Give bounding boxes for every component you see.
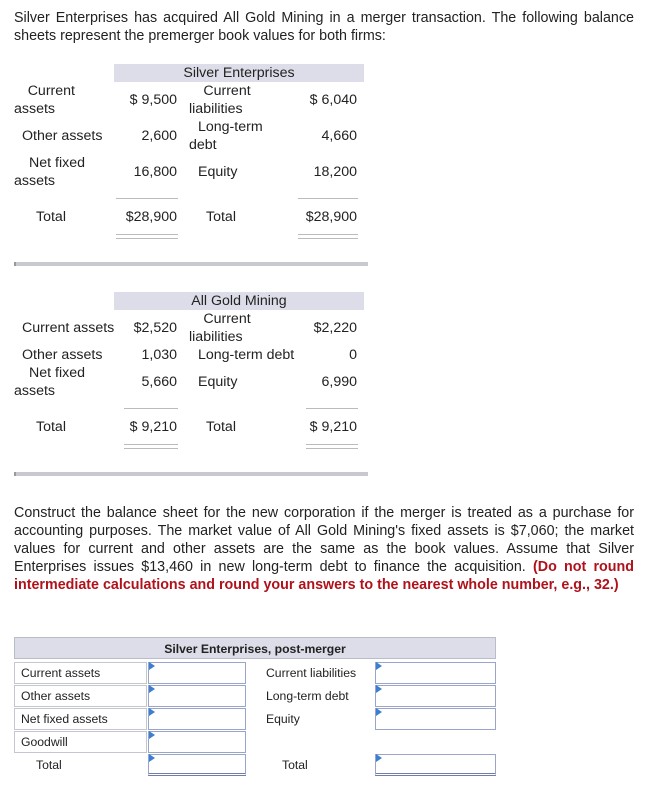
gold-right-double-underline	[306, 444, 358, 449]
silver-balance-sheet	[14, 64, 364, 244]
silver-equity-value: 18,200	[313, 164, 357, 180]
gold-balance-sheet	[14, 292, 364, 462]
current-assets-input[interactable]	[148, 662, 246, 684]
silver-right-underline	[298, 198, 358, 199]
silver-current-assets-label-2: assets	[14, 101, 56, 117]
gold-net-fixed-label-1: Net fixed	[29, 365, 85, 381]
gold-left-double-underline	[124, 444, 178, 449]
label-total-liabilities-equity: Total	[282, 758, 308, 772]
gold-long-term-debt-value: 0	[349, 347, 357, 363]
silver-current-assets-label-1: Current	[27, 83, 75, 99]
equity-input[interactable]	[375, 708, 496, 730]
gold-current-liabilities-label-2: liabilities	[189, 329, 243, 345]
total-assets-input[interactable]	[148, 754, 246, 776]
gold-other-assets-value: 1,030	[141, 347, 177, 363]
goodwill-input[interactable]	[148, 731, 246, 753]
silver-left-double-underline	[116, 234, 178, 239]
question-body: Construct the balance sheet for the new corporation if the merger is treated as a purchase for accounting purposes. The market value of All Gold Mining's fixed assets is $7,060; the market values for current and other assets are the same as the book values. Assume that Silver Enterprises issues $13,460 in new long-term debt to finance the acquisition.	[14, 505, 634, 575]
gold-left-underline	[124, 408, 178, 409]
silver-left-underline	[116, 198, 178, 199]
current-liabilities-input[interactable]	[375, 662, 496, 684]
answer-table-header	[14, 637, 496, 659]
silver-title: Silver Enterprises	[183, 65, 295, 81]
gold-current-assets-label: Current assets	[22, 320, 115, 336]
gold-total-label-left: Total	[36, 419, 66, 435]
other-assets-marker-icon	[149, 685, 155, 693]
silver-other-assets-label: Other assets	[22, 128, 103, 144]
net-fixed-assets-input[interactable]	[148, 708, 246, 730]
silver-current-assets-value: $ 9,500	[129, 92, 177, 108]
long-term-debt-marker-icon	[376, 685, 382, 693]
silver-total-label-right: Total	[206, 209, 236, 225]
silver-equity-label: Equity	[198, 164, 238, 180]
gold-other-assets-label: Other assets	[22, 347, 103, 363]
gold-long-term-debt-label: Long-term debt	[198, 347, 295, 363]
gold-net-fixed-label-2: assets	[14, 383, 56, 399]
silver-net-fixed-label-2: assets	[14, 173, 56, 189]
goodwill-marker-icon	[149, 731, 155, 739]
silver-long-term-debt-label-1: Long-term	[198, 119, 263, 135]
total-liabilities-equity-marker-icon	[376, 754, 382, 762]
total-liabilities-equity-input[interactable]	[375, 754, 496, 776]
gold-equity-value: 6,990	[321, 374, 357, 390]
silver-total-liabilities-equity: $28,900	[305, 209, 357, 225]
gold-equity-label: Equity	[198, 374, 238, 390]
gold-total-liabilities-equity: $ 9,210	[309, 419, 357, 435]
current-assets-marker-icon	[149, 662, 155, 670]
label-equity: Equity	[266, 712, 300, 726]
label-other-assets: Other assets	[14, 685, 147, 707]
section-separator-1	[14, 262, 368, 266]
intro-text: Silver Enterprises has acquired All Gold Mining in a merger transaction. The following balance sheets represent the premerger book values for both firms:	[14, 10, 634, 44]
gold-title: All Gold Mining	[191, 293, 287, 309]
total-assets-marker-icon	[149, 754, 155, 762]
silver-current-liabilities-value: $ 6,040	[309, 92, 357, 108]
equity-marker-icon	[376, 708, 382, 716]
net-fixed-assets-marker-icon	[149, 708, 155, 716]
question-text	[14, 504, 634, 594]
label-net-fixed-assets: Net fixed assets	[14, 708, 147, 730]
current-liabilities-marker-icon	[376, 662, 382, 670]
silver-other-assets-value: 2,600	[141, 128, 177, 144]
gold-total-assets: $ 9,210	[129, 419, 177, 435]
silver-long-term-debt-value: 4,660	[321, 128, 357, 144]
label-goodwill: Goodwill	[14, 731, 147, 753]
gold-current-liabilities-value: $2,220	[313, 320, 357, 336]
post-merger-answer-table	[14, 637, 496, 776]
silver-right-double-underline	[298, 234, 358, 239]
silver-long-term-debt-label-2: debt	[189, 137, 217, 153]
silver-current-liabilities-label-2: liabilities	[189, 101, 243, 117]
silver-current-liabilities-label-1: Current	[203, 83, 251, 99]
gold-total-label-right: Total	[206, 419, 236, 435]
answer-table-title: Silver Enterprises, post-merger	[164, 642, 346, 656]
gold-current-liabilities-label-1: Current	[203, 311, 251, 327]
silver-total-assets: $28,900	[125, 209, 177, 225]
gold-net-fixed-value: 5,660	[141, 374, 177, 390]
gold-right-underline	[306, 408, 358, 409]
label-long-term-debt: Long-term debt	[266, 689, 349, 703]
long-term-debt-input[interactable]	[375, 685, 496, 707]
label-current-liabilities: Current liabilities	[266, 666, 357, 680]
label-total-assets: Total	[36, 758, 62, 772]
section-separator-2	[14, 472, 368, 476]
label-current-assets: Current assets	[14, 662, 147, 684]
silver-total-label-left: Total	[36, 209, 66, 225]
gold-current-assets-value: $2,520	[133, 320, 177, 336]
other-assets-input[interactable]	[148, 685, 246, 707]
silver-net-fixed-value: 16,800	[133, 164, 177, 180]
silver-net-fixed-label-1: Net fixed	[29, 155, 85, 171]
rounding-instruction: (Do not round intermediate calculations and round your answers to the nearest whole number, e.g., 32.)	[14, 559, 634, 593]
